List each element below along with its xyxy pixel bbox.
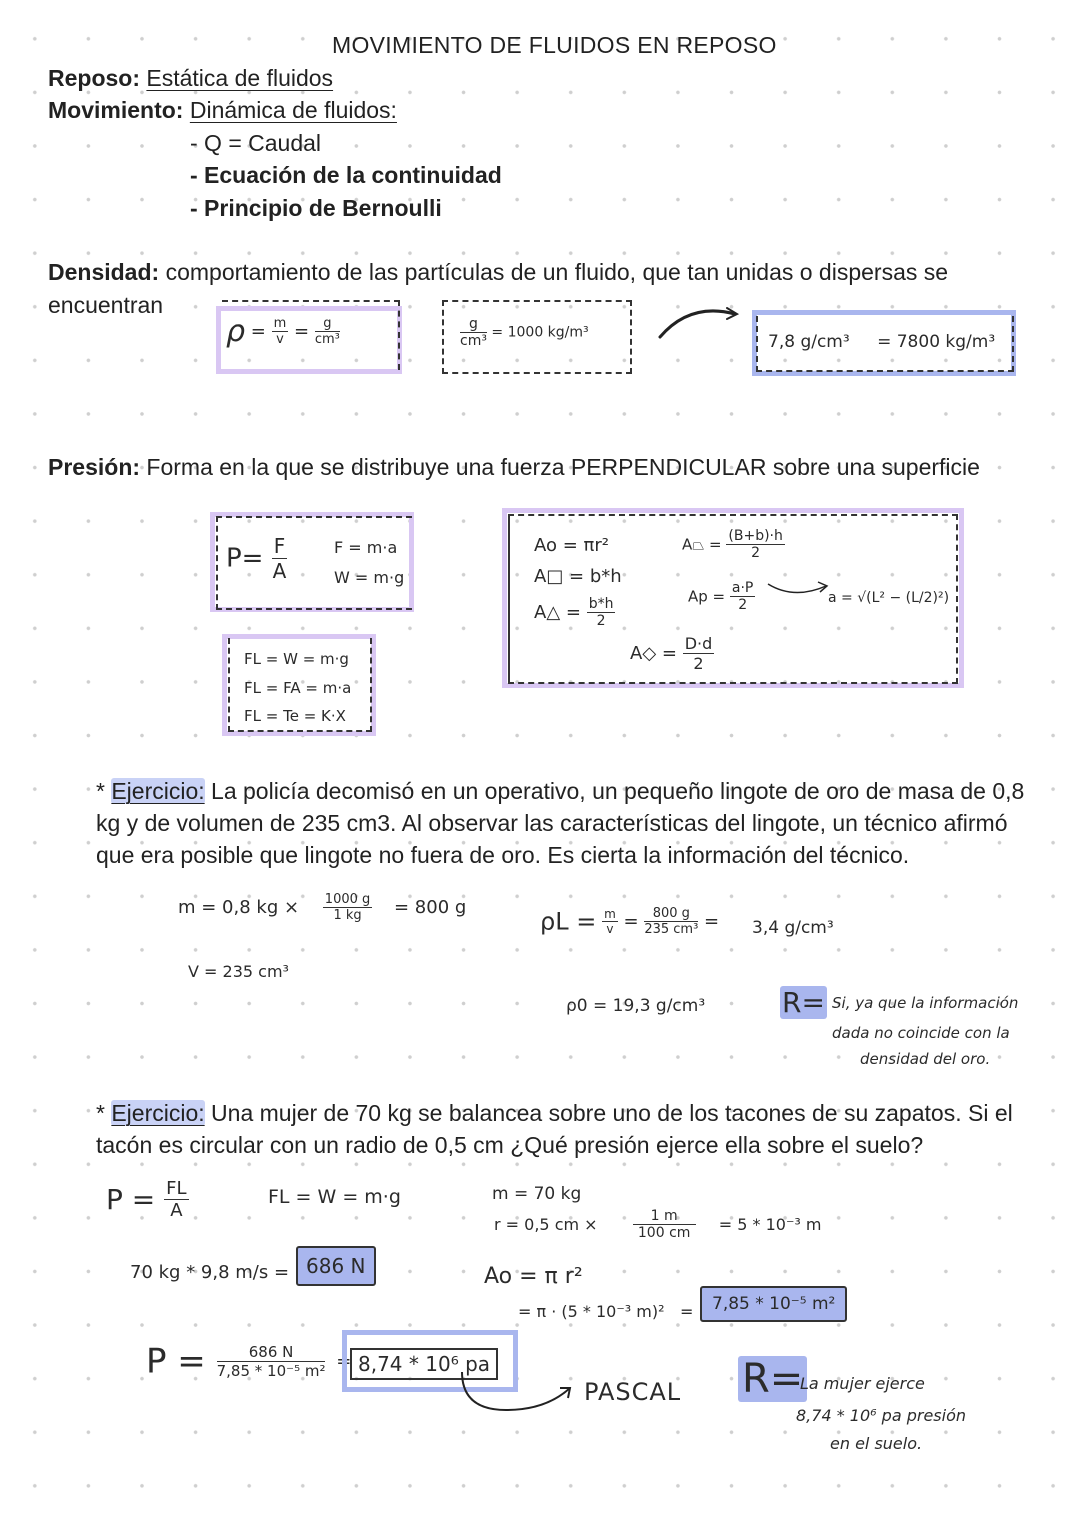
- exercise-text: Una mujer de 70 kg se balancea sobre uno de los tacones de su zapatos. Si el tacón es circular con un radio de 0,5 cm ¿Qué presión ejerce ella sobre el suelo?: [96, 1100, 1013, 1158]
- rhoL-frac-mv: [602, 907, 618, 936]
- force-line: FL = FA = m·a: [244, 679, 352, 697]
- answer-2-line: La mujer ejerce: [800, 1374, 925, 1393]
- area-result: 7,85 * 10⁻⁵ m²: [700, 1286, 847, 1322]
- pressure-formula-2: [106, 1178, 189, 1221]
- area-circle: Ao = πr²: [534, 535, 609, 556]
- frac-num: 686 N: [217, 1343, 326, 1362]
- answer-1-line: Si, ya que la información: [832, 994, 1019, 1012]
- page-title: MOVIMIENTO DE FLUIDOS EN REPOSO: [332, 32, 777, 58]
- frac-den: cm³: [314, 332, 340, 347]
- frac-den: 2: [738, 597, 748, 613]
- frac-den: cm³: [460, 333, 487, 349]
- exercise-label: Ejercicio:: [111, 778, 205, 804]
- radius-conversion: [494, 1208, 821, 1241]
- frac-den: 2: [693, 654, 704, 673]
- exercise-text: La policía decomisó en un operativo, un pequeño lingote de oro de masa de 0,8 kg y de volumen de 235 cm3. Al observar las características del lingote, un técnico afirmó que era posible que lingote no fuera de oro. Es cierta la información del técnico.: [96, 778, 1025, 868]
- intro-item: - Ecuación de la continuidad: [190, 162, 502, 188]
- densidad-text-cont: encuentran: [48, 292, 164, 318]
- frac-den: A: [170, 1200, 183, 1221]
- frac-num: 800 g: [644, 906, 698, 922]
- density-example: [768, 332, 995, 352]
- trap-lhs: A⏢ =: [682, 535, 722, 554]
- exercise-marker: *: [96, 778, 105, 804]
- frac-den: 2: [751, 545, 761, 561]
- reposo-value: Estática de fluidos: [146, 65, 334, 91]
- frac-num: b*h: [588, 596, 614, 612]
- weight-result: 686 N: [296, 1246, 376, 1286]
- area-equals: =: [680, 1302, 694, 1321]
- exercise-1-statement: [96, 775, 1036, 871]
- example-rhs: = 7800 kg/m³: [877, 332, 996, 352]
- frac-den: 7,85 * 10⁻⁵ m²: [216, 1362, 326, 1380]
- reposo-line: [48, 62, 333, 94]
- volume-value: V = 235 cm³: [188, 962, 289, 981]
- p-frac: [164, 1178, 188, 1221]
- triangle-frac: [587, 596, 616, 629]
- apothem-arrow-icon: [764, 576, 834, 600]
- curved-arrow-icon: [655, 302, 745, 342]
- intro-item: - Q = Caudal: [190, 130, 322, 156]
- mass-conversion: [178, 892, 466, 923]
- densidad-label: Densidad:: [48, 259, 160, 285]
- answer-1-label: R=: [782, 986, 825, 1019]
- density-gold: ρ0 = 19,3 g/cm³: [566, 996, 706, 1016]
- answer-1-line: dada no coincide con la: [832, 1024, 1010, 1042]
- frac-den: v: [606, 922, 614, 936]
- answer-2-line: en el suelo.: [830, 1434, 923, 1453]
- weight-calc: 70 kg * 9,8 m/s =: [130, 1262, 290, 1283]
- density-lingot-result: 3,4 g/cm³: [752, 918, 834, 938]
- triangle-lhs: A△ =: [534, 602, 581, 623]
- movimiento-label: Movimiento:: [48, 97, 184, 123]
- p-lhs: P=: [226, 543, 264, 574]
- density-lingot: ρL = $\frac{m}{v}$ = $\frac{800 g}{\text{235 cm³}}$ =: [540, 906, 720, 937]
- frac-num: g: [460, 316, 487, 333]
- exercise-2-statement: [96, 1097, 1036, 1161]
- frac-den: v: [276, 332, 284, 347]
- pascal-arrow-icon: [456, 1370, 576, 1420]
- frac-num: (B+b)·h: [728, 528, 783, 544]
- p-lhs: P =: [106, 1183, 156, 1216]
- frac-den: 100 cm: [637, 1225, 691, 1241]
- p2-lhs: P =: [146, 1341, 206, 1382]
- frac-num: D·d: [684, 634, 713, 653]
- p-frac: [272, 534, 288, 583]
- rhoL-frac-values: [644, 906, 698, 937]
- presion-label: Presión:: [48, 454, 141, 480]
- frac-den: 235 cm³: [644, 922, 699, 937]
- presion-line: [48, 451, 1058, 483]
- conv-frac: [460, 316, 487, 349]
- densidad-line: [48, 256, 1048, 288]
- density-frac-g-cm3: [315, 316, 340, 347]
- rhombus-lhs: A◇ =: [630, 643, 677, 664]
- trap-frac: [726, 528, 784, 561]
- movimiento-line: [48, 94, 397, 126]
- rhombus-frac: [683, 634, 715, 673]
- pressure-formula: [226, 534, 287, 583]
- force-line: FL = Te = K·X: [244, 707, 346, 725]
- weight-law: W = m·g: [334, 568, 405, 587]
- mass-conv-frac: [323, 892, 372, 923]
- p2-frac: [217, 1343, 326, 1380]
- rho-symbol: ρ: [226, 314, 246, 349]
- frac-num: g: [315, 316, 340, 332]
- densidad-text: comportamiento de las partículas de un fluido, que tan unidas o dispersas se: [165, 259, 949, 285]
- area-triangle: [534, 596, 615, 629]
- answer-1-line: densidad del oro.: [860, 1050, 991, 1068]
- conv-rhs: 1000 kg/m³: [507, 324, 589, 341]
- area-polygon: [688, 580, 755, 613]
- reposo-label: Reposo:: [48, 65, 140, 91]
- presion-text: Forma en la que se distribuye una fuerza PERPENDICULAR sobre una superficie: [146, 454, 980, 480]
- mass-value: m = 70 kg: [492, 1184, 582, 1204]
- exercise-label: Ejercicio:: [111, 1100, 205, 1126]
- radius-rhs: = 5 * 10⁻³ m: [718, 1215, 822, 1234]
- rhoL-lhs: ρL =: [540, 907, 597, 936]
- movimiento-value: Dinámica de fluidos:: [189, 97, 397, 123]
- mass-rhs: = 800 g: [394, 897, 467, 918]
- mass-lhs: m = 0,8 kg ×: [178, 897, 300, 918]
- newton-law: F = m·a: [334, 538, 398, 557]
- frac-num: m: [604, 907, 616, 921]
- frac-num: F: [273, 534, 286, 558]
- fl-weight: FL = W = m·g: [268, 1186, 401, 1208]
- answer-2-label: R=: [738, 1356, 807, 1402]
- pressure-result: 8,74 * 10⁶ pa: [350, 1348, 498, 1380]
- area-substitution: = π · (5 * 10⁻³ m)²: [518, 1302, 665, 1321]
- pascal-note: PASCAL: [584, 1378, 682, 1406]
- radius-lhs: r = 0,5 cm ×: [494, 1215, 598, 1234]
- intro-item: - Principio de Bernoulli: [190, 195, 442, 221]
- frac-num: 1 m: [633, 1208, 696, 1225]
- frac-den: 2: [596, 613, 606, 629]
- frac-num: 1000 g: [324, 892, 371, 907]
- poly-frac: [730, 580, 755, 613]
- apothem-formula: a = √(L² − (L/2)²): [828, 590, 950, 606]
- force-line: FL = W = m·g: [244, 650, 349, 668]
- density-formula: ρ = $\frac{m}{v}$ = $\frac{g}{\text{cm³}}$: [226, 314, 340, 349]
- answer-2-line: 8,74 * 10⁶ pa presión: [796, 1406, 966, 1425]
- frac-num: FL: [166, 1178, 187, 1199]
- frac-den: A: [272, 559, 287, 583]
- example-lhs: 7,8 g/cm³: [768, 332, 850, 352]
- frac-den: 1 kg: [333, 908, 362, 923]
- area-square: A□ = b*h: [534, 566, 622, 587]
- frac-num: a·P: [731, 580, 754, 596]
- area-trapezoid: [682, 528, 785, 561]
- exercise-marker: *: [96, 1100, 105, 1126]
- density-conversion: $\frac{g}{\text{cm³}}$ = 1000 kg/m³: [460, 316, 589, 349]
- frac-num: m: [273, 316, 287, 331]
- radius-frac: [633, 1208, 696, 1241]
- pressure-calc: P = $\frac{686 N}{\text{7,85 * 10⁻⁵ m²}}$ =: [146, 1341, 352, 1382]
- poly-lhs: Ap =: [688, 587, 726, 606]
- area-rhombus: [630, 634, 714, 673]
- area-formula: Ao = π r²: [484, 1264, 583, 1289]
- density-frac-mv: [272, 316, 289, 347]
